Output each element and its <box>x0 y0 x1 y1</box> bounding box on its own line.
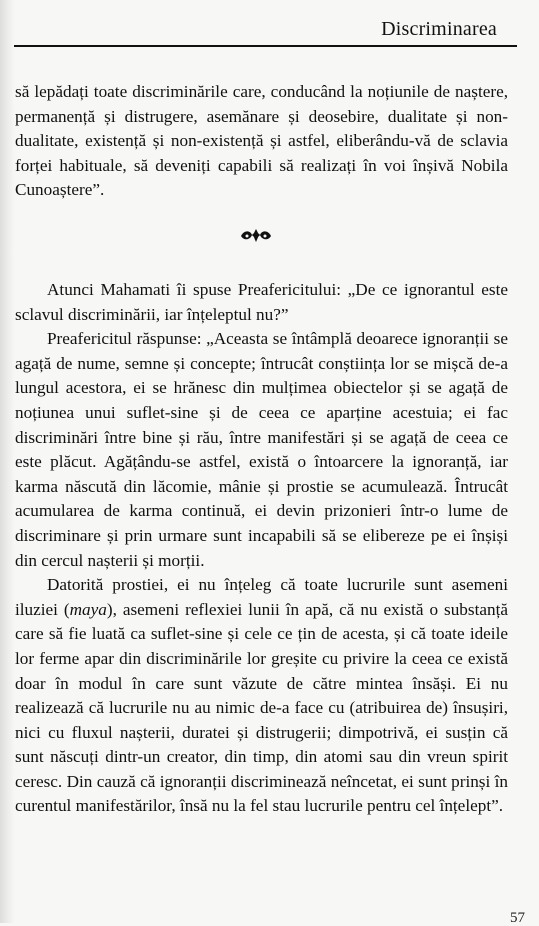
chapter-title: Discriminarea <box>381 18 497 40</box>
paragraph-part-2: ), asemeni reflexiei lunii în apă, că nu există o substanță care să fie luată ca suflet-sine și cele ce țin de acesta, și că toate ideile lor ferme apar din discriminările lor greșite cu privire la ceea ce există doar în modul în care sunt văzute de către mintea însăși. Ei nu realizează că lucrurile nu au nimic de-a face cu (atribuirea de) însușiri, nici cu fluxul nașterii, duratei și distrugerii; dimpotrivă, ei susțin că sunt născuți dintr-un creator, din timp, din atomi sau din vreun spirit ceresc. Din cauză că ignoranții discriminează neîncetat, ei sunt prinși în curentul manifestărilor, însă nu la fel stau lucrurile pentru cel înțelept”. <box>15 599 508 816</box>
explanation-paragraph <box>15 573 508 819</box>
main-text <box>15 278 508 819</box>
paragraph-part-1: Datorită prostiei, ei nu înțeleg că toate lucrurile sunt asemeni iluziei ( <box>15 575 508 619</box>
question-paragraph: Atunci Mahamati îi spuse Preafericitului: „De ce ignorantul este sclavul discriminării, iar înțeleptul nu?” <box>15 280 508 324</box>
page-number: 57 <box>510 910 525 926</box>
running-header <box>0 0 539 50</box>
continued-paragraph: să lepădați toate discriminările care, conducând la noțiunile de naștere, permanență și distrugere, asemănare și deosebire, dualitate și non-dualitate, existență și non-existență și astfel, eliberându-vă de sclavia forței habituale, să deveniți capabili să realizați în voi înșivă Nobila Cunoaștere”. <box>15 82 508 200</box>
answer-paragraph: Preafericitul răspunse: „Aceasta se întâmplă deoarece ignoranții se agață de nume, semne și concepte; întrucât conștiința lor se mișcă de-a lungul acestora, ei se hrănesc din mulțimea obiectelor și se agață de noțiunea unui suflet-sine și de ceea ce aparține acestuia; ei fac discriminări între bine și rău, între manifestări și se agață de ceea ce este plăcut. Agățându-se astfel, există o întoarcere la ignoranță, iar karma născută din lăcomie, mânie și prostie se acumulează. Întrucât acumularea de karma continuă, ei devin prizonieri într-o lume de discriminare și prin urmare sunt incapabili să se elibereze pe ei înșiși din cercul nașterii și morții. <box>15 329 508 570</box>
italic-term: maya <box>69 599 107 619</box>
header-rule <box>14 45 517 47</box>
continued-text <box>15 80 508 203</box>
fleuron-ornament-icon <box>238 227 274 245</box>
